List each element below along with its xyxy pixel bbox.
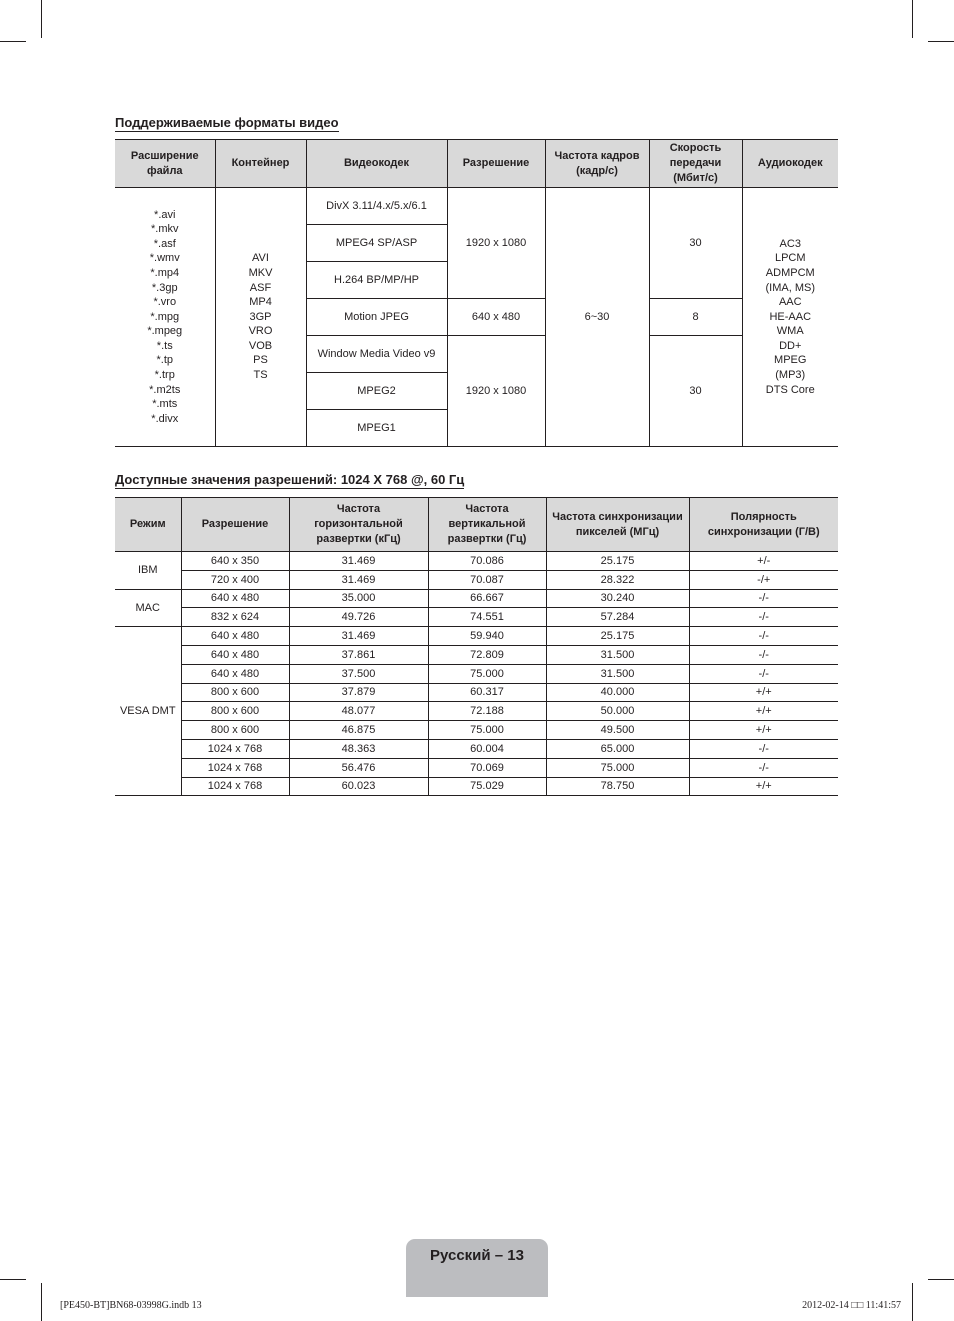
audio-codec: AC3 (779, 237, 801, 250)
container: MP4 (249, 296, 272, 309)
codec-cell: MPEG1 (306, 410, 447, 447)
audio-codec: DTS Core (765, 383, 815, 396)
container: ASF (249, 281, 272, 294)
extension: *.mkv (151, 223, 179, 236)
table-cell: 72.188 (428, 702, 546, 721)
resolution-cell: 640 x 480 (447, 299, 545, 336)
mode-cell: MAC (115, 589, 181, 627)
table-cell: 48.077 (289, 702, 428, 721)
extension: *.wmv (149, 252, 180, 265)
table-cell: 640 x 480 (181, 645, 289, 664)
table-cell: 640 x 480 (181, 627, 289, 646)
resolution-cell: 1920 x 1080 (447, 188, 545, 299)
table-cell: 25.175 (546, 627, 689, 646)
table-cell: 57.284 (546, 608, 689, 627)
resolutions-title: Доступные значения разрешений: 1024 X 768 @, 60 Гц (115, 472, 465, 487)
codec-cell: Motion JPEG (306, 299, 447, 336)
extension: *.asf (153, 237, 176, 250)
audio-codec: DD+ (779, 339, 802, 352)
mode-cell: VESA DMT (115, 627, 181, 796)
header-cell: Режим (115, 498, 181, 552)
table-cell: 640 x 480 (181, 664, 289, 683)
table-cell: 56.476 (289, 758, 428, 777)
table-cell: 65.000 (546, 739, 689, 758)
table-cell: 75.000 (428, 721, 546, 740)
table-cell: 640 x 350 (181, 552, 289, 571)
table-cell: 74.551 (428, 608, 546, 627)
container: TS (253, 369, 268, 382)
containers-cell (215, 188, 306, 447)
table-cell: +/+ (689, 702, 838, 721)
table-row (115, 683, 838, 702)
table-cell: 49.726 (289, 608, 428, 627)
table-cell: 70.086 (428, 552, 546, 571)
table-header-row (115, 498, 838, 552)
extension: *.mpg (150, 310, 180, 323)
table-cell: -/+ (689, 570, 838, 589)
table-cell: -/- (689, 739, 838, 758)
table-cell: 37.879 (289, 683, 428, 702)
header-cell: Расширение файла (115, 140, 215, 188)
header-cell: Скорость передачи (Мбит/с) (649, 140, 742, 188)
audio-codec: ADMPCM (765, 266, 815, 279)
extension: *.avi (154, 208, 176, 221)
table-cell: 800 x 600 (181, 721, 289, 740)
table-cell: 1024 x 768 (181, 777, 289, 796)
table-row (115, 589, 838, 608)
video-formats-table (115, 139, 838, 447)
table-cell: 49.500 (546, 721, 689, 740)
file-info: [PE450-BT]BN68-03998G.indb 13 (60, 1300, 202, 1311)
codec-cell: H.264 BP/MP/HP (306, 262, 447, 299)
table-cell: 70.069 (428, 758, 546, 777)
table-cell: 1024 x 768 (181, 758, 289, 777)
crop-mark (912, 1283, 913, 1321)
crop-mark (0, 41, 26, 42)
extension: *.3gp (151, 281, 178, 294)
audio-codec: LPCM (774, 252, 806, 265)
extension: *.mp4 (150, 266, 180, 279)
container: MKV (248, 266, 273, 279)
audio-codec: MPEG (774, 354, 807, 367)
codec-cell: MPEG4 SP/ASP (306, 225, 447, 262)
table-cell: 75.000 (546, 758, 689, 777)
audio-codec: WMA (776, 325, 804, 338)
table-cell: 31.500 (546, 645, 689, 664)
extension: *.m2ts (149, 383, 181, 396)
table-cell: +/+ (689, 721, 838, 740)
page-number-tab: Русский – 13 (406, 1239, 548, 1297)
table-cell: 60.004 (428, 739, 546, 758)
crop-mark (41, 0, 42, 38)
header-cell: Частота синхронизации пикселей (МГц) (546, 498, 689, 552)
table-cell: +/+ (689, 777, 838, 796)
codec-cell: Window Media Video v9 (306, 336, 447, 373)
table-cell: 28.322 (546, 570, 689, 589)
crop-mark (928, 1279, 954, 1280)
table-cell: -/- (689, 664, 838, 683)
header-cell: Полярность синхронизации (Г/В) (689, 498, 838, 552)
table-cell: 31.469 (289, 570, 428, 589)
table-cell: 37.500 (289, 664, 428, 683)
table-row (115, 721, 838, 740)
table-cell: +/+ (689, 683, 838, 702)
table-cell: 800 x 600 (181, 683, 289, 702)
container: 3GP (249, 310, 272, 323)
header-cell: Разрешение (447, 140, 545, 188)
table-cell: 30.240 (546, 589, 689, 608)
bitrate-cell: 30 (649, 336, 742, 447)
table-row (115, 627, 838, 646)
container: VOB (248, 339, 273, 352)
table-cell: -/- (689, 608, 838, 627)
extension: *.trp (154, 369, 175, 382)
table-cell: 832 x 624 (181, 608, 289, 627)
codec-cell: DivX 3.11/4.x/5.x/6.1 (306, 188, 447, 225)
extension: *.mts (152, 398, 178, 411)
table-row (115, 664, 838, 683)
table-cell: 70.087 (428, 570, 546, 589)
table-header-row (115, 140, 838, 188)
table-row (115, 552, 838, 571)
table-cell: 78.750 (546, 777, 689, 796)
audio-codec: (IMA, MS) (765, 281, 815, 294)
mode-cell: IBM (115, 552, 181, 590)
table-row (115, 739, 838, 758)
resolutions-table (115, 497, 838, 796)
frame-rate-cell: 6~30 (545, 188, 649, 447)
resolution-cell: 1920 x 1080 (447, 336, 545, 447)
table-cell: 31.469 (289, 627, 428, 646)
table-row (115, 188, 838, 225)
table-row (115, 758, 838, 777)
crop-mark (928, 41, 954, 42)
container: AVI (252, 252, 269, 265)
header-cell: Аудиокодек (742, 140, 838, 188)
extension: *.tp (156, 354, 173, 367)
table-cell: 48.363 (289, 739, 428, 758)
table-cell: +/- (689, 552, 838, 571)
table-cell: 59.940 (428, 627, 546, 646)
table-row (115, 777, 838, 796)
audio-codec: AAC (778, 296, 802, 309)
header-cell: Видеокодек (306, 140, 447, 188)
extension: *.ts (156, 339, 173, 352)
container: VRO (248, 325, 273, 338)
header-cell: Частота вертикальной развертки (Гц) (428, 498, 546, 552)
header-cell: Частота горизонтальной развертки (кГц) (289, 498, 428, 552)
bitrate-cell: 30 (649, 188, 742, 299)
table-cell: 720 x 400 (181, 570, 289, 589)
table-cell: 800 x 600 (181, 702, 289, 721)
table-cell: 31.469 (289, 552, 428, 571)
crop-mark (0, 1279, 26, 1280)
container: PS (253, 354, 268, 367)
audio-codecs-cell (742, 188, 838, 447)
codec-cell: MPEG2 (306, 373, 447, 410)
bitrate-cell: 8 (649, 299, 742, 336)
table-cell: 46.875 (289, 721, 428, 740)
table-cell: 40.000 (546, 683, 689, 702)
table-cell: 60.023 (289, 777, 428, 796)
table-cell: 50.000 (546, 702, 689, 721)
table-cell: 1024 x 768 (181, 739, 289, 758)
extension: *.divx (151, 412, 179, 425)
table-cell: 35.000 (289, 589, 428, 608)
header-cell: Разрешение (181, 498, 289, 552)
table-cell: 640 x 480 (181, 589, 289, 608)
table-cell: -/- (689, 589, 838, 608)
crop-mark (912, 0, 913, 38)
crop-mark (41, 1283, 42, 1321)
audio-codec: (MP3) (775, 369, 806, 382)
table-cell: -/- (689, 627, 838, 646)
table-row (115, 645, 838, 664)
table-cell: 66.667 (428, 589, 546, 608)
table-cell: 75.029 (428, 777, 546, 796)
table-cell: 31.500 (546, 664, 689, 683)
header-cell: Контейнер (215, 140, 306, 188)
video-formats-title: Поддерживаемые форматы видео (115, 115, 339, 130)
table-cell: 25.175 (546, 552, 689, 571)
table-row (115, 570, 838, 589)
extension: *.mpeg (147, 325, 183, 338)
audio-codec: HE-AAC (769, 310, 812, 323)
date-info: 2012-02-14 □□ 11:41:57 (802, 1300, 901, 1311)
table-cell: 60.317 (428, 683, 546, 702)
table-cell: 75.000 (428, 664, 546, 683)
header-cell: Частота кадров (кадр/с) (545, 140, 649, 188)
table-row (115, 608, 838, 627)
table-cell: 72.809 (428, 645, 546, 664)
table-cell: -/- (689, 758, 838, 777)
extension: *.vro (153, 296, 177, 309)
table-cell: -/- (689, 645, 838, 664)
table-cell: 37.861 (289, 645, 428, 664)
extensions-cell (115, 188, 215, 447)
table-row (115, 702, 838, 721)
